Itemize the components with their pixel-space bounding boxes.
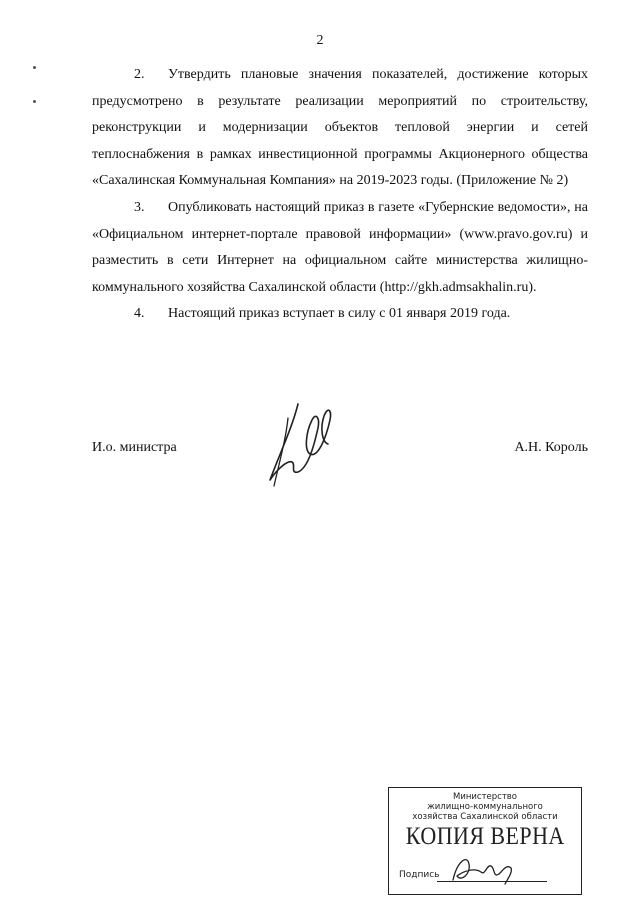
stamp-line-3: хозяйства Сахалинской области (412, 812, 558, 822)
paragraph-text: Утвердить плановые значения показателей, достижение которых предусмотрено в результате реализации мероприятий по строительству, реконструкции и модернизации объектов тепловой энергии и сетей теплоснабжения в рамках инвестиционной программы Акционерного общества «Сахалинская Коммунальная Компания» на 2019-2023 годы. (Приложение № 2) (92, 67, 588, 189)
paragraph-number: 4. (134, 306, 145, 322)
stamp-handwritten-signature (447, 850, 519, 888)
paragraph-3 (92, 195, 588, 301)
paragraph-4 (92, 301, 588, 328)
paragraph-2 (92, 62, 588, 195)
signatory-position: И.о. министра (92, 440, 177, 455)
stamp-signature-label: Подпись (399, 870, 440, 880)
stamp-title: КОПИЯ ВЕРНА (405, 823, 565, 850)
paragraph-number: 3. (134, 199, 145, 215)
stamp-line-1: Министерство (452, 792, 518, 802)
paragraph-number: 2. (134, 67, 145, 82)
stamp-line-2: жилищно-коммунального (427, 802, 543, 812)
certification-stamp (388, 787, 582, 895)
paragraph-text: Опубликовать настоящий приказ в газете «Губернские ведомости», на «Официальном интернет-портале правовой информации» (www.pravo.gov.ru) и разместить в сети Интернет на официальном сайте министерства жилищно-коммунального хозяйства Сахалинской области (http://gkh.admsakhalin.ru). (92, 199, 588, 295)
document-body (92, 62, 588, 328)
page-number: 2 (316, 33, 324, 48)
paragraph-text: Настоящий приказ вступает в силу с 01 января 2019 года. (168, 306, 511, 322)
handwritten-signature (258, 398, 338, 490)
signature-row (92, 440, 588, 464)
signatory-name: А.Н. Король (514, 440, 588, 455)
